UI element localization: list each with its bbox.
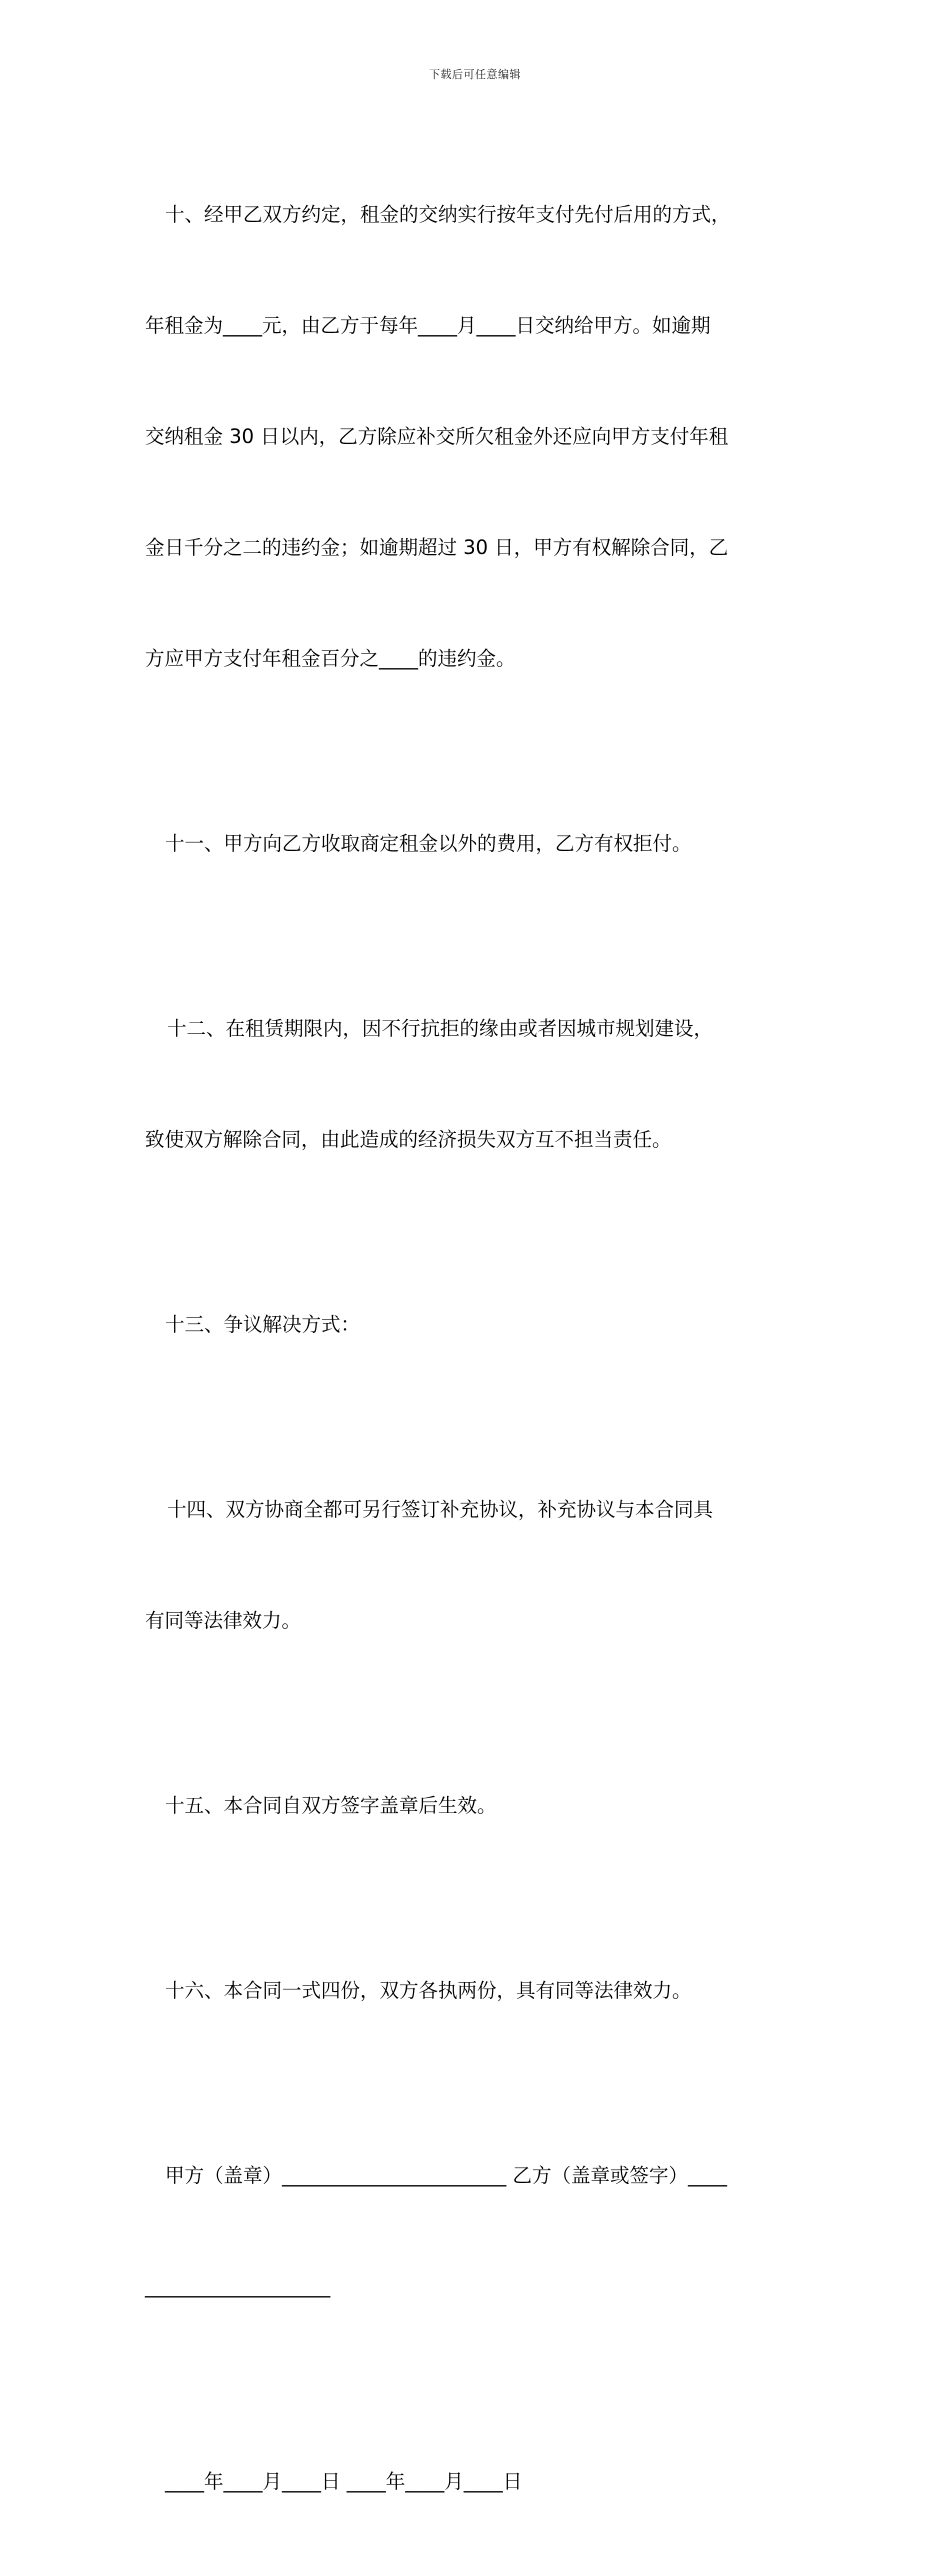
clause-15-line-1: 十五、本合同自双方签字盖章后生效。 <box>165 1794 497 1817</box>
clause-11 <box>145 751 815 936</box>
signature-line-1: 甲方（盖章）_______________________ 乙方（盖章或签字）____ <box>165 2164 727 2187</box>
clause-10-line-5: 方应甲方支付年租金百分之____的违约金。 <box>145 647 516 670</box>
signature-line-2: ___________________ <box>145 2275 331 2298</box>
clause-13 <box>145 1232 815 1417</box>
clause-14 <box>145 1417 815 1713</box>
signature-block <box>145 2083 815 2379</box>
clause-12-line-2: 致使双方解除合同，由此造成的经济损失双方互不担当责任。 <box>145 1128 672 1151</box>
clause-10-line-1: 十、经甲乙双方约定，租金的交纳实行按年支付先付后用的方式， <box>165 203 731 226</box>
clause-14-line-2: 有同等法律效力。 <box>145 1609 302 1632</box>
clause-12 <box>145 936 815 1232</box>
clause-16 <box>145 1898 815 2083</box>
clause-12-line-1: 十二、在租赁期限内，因不行抗拒的缘由或者因城市规划建设， <box>167 1017 714 1040</box>
page-header: 下载后可任意编辑 <box>429 68 521 81</box>
date-block <box>145 2389 815 2574</box>
date-line: ____年____月____日 ____年____月____日 <box>165 2470 523 2493</box>
spacer <box>145 2379 815 2389</box>
clause-16-line-1: 十六、本合同一式四份，双方各执两份，具有同等法律效力。 <box>165 1979 692 2002</box>
contract-body <box>145 122 815 2574</box>
clause-10-line-4: 金日千分之二的违约金；如逾期超过 30 日，甲方有权解除合同，乙 <box>145 536 729 559</box>
clause-10 <box>145 122 815 751</box>
clause-11-line-1: 十一、甲方向乙方收取商定租金以外的费用，乙方有权拒付。 <box>165 832 692 855</box>
clause-10-line-2: 年租金为____元，由乙方于每年____月____日交纳给甲方。如逾期 <box>145 314 711 337</box>
clause-15 <box>145 1713 815 1898</box>
clause-13-line-1: 十三、争议解决方式： <box>165 1313 361 1336</box>
clause-10-line-3: 交纳租金 30 日以内，乙方除应补交所欠租金外还应向甲方支付年租 <box>145 425 729 448</box>
clause-14-line-1: 十四、双方协商全都可另行签订补充协议，补充协议与本合同具 <box>167 1498 714 1521</box>
